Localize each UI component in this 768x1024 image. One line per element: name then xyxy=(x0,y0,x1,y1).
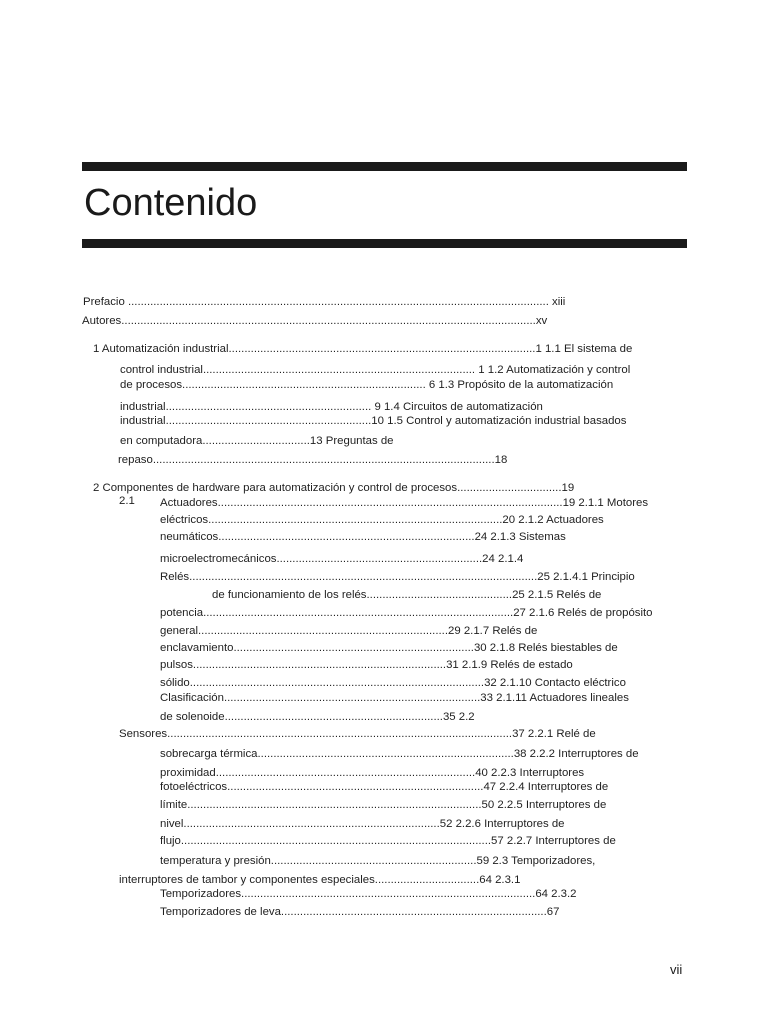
toc-entry: sobrecarga térmica.................................................................................38 2.2.2 Interruptores de xyxy=(160,748,639,760)
toc-entry: sólido.............................................................................................32 2.1.10 Contacto eléctrico xyxy=(160,677,626,689)
toc-entry: nivel.................................................................................52 2.2.6 Interruptores de xyxy=(160,818,565,830)
page-number: vii xyxy=(670,962,683,977)
toc-entry: 2 Componentes de hardware para automatización y control de procesos.................................19 xyxy=(93,482,575,494)
toc-entry: general...............................................................................29 2.1.7 Relés de xyxy=(160,625,538,637)
toc-entry: neumáticos.................................................................................24 2.1.3 Sistemas xyxy=(160,531,566,543)
toc-entry: Relés..............................................................................................................25 2.1.4.1 Principio xyxy=(160,571,635,583)
toc-entry: control industrial...................................................................................... 1 1.2 Automatización y control xyxy=(120,364,631,376)
toc-entry: Temporizadores de leva....................................................................................67 xyxy=(160,906,560,918)
toc-entry: 2.1 xyxy=(119,495,135,507)
toc-entry: industrial................................................................. 9 1.4 Circuitos de automatización xyxy=(120,401,543,413)
toc-entry: eléctricos.............................................................................................20 2.1.2 Actuadores xyxy=(160,514,604,526)
toc-entry: repaso............................................................................................................18 xyxy=(118,454,508,466)
toc-entry: de solenoide.....................................................................35 2.2 xyxy=(160,711,475,723)
toc-entry: de funcionamiento de los relés..............................................25 2.1.5 Relés de xyxy=(212,589,602,601)
toc-entry: enclavamiento............................................................................30 2.1.8 Relés biestables de xyxy=(160,642,618,654)
toc-entry: 1 Automatización industrial.................................................................................................1 1.1 El sistema de xyxy=(93,343,633,355)
toc-entry: microelectromecánicos.................................................................24 2.1.4 xyxy=(160,553,524,565)
toc-entry: límite.............................................................................................50 2.2.5 Interruptores de xyxy=(160,799,607,811)
page-title: Contenido xyxy=(84,182,258,224)
toc-entry: Clasificación.................................................................................33 2.1.11 Actuadores lineales xyxy=(160,692,629,704)
toc-entry: Actuadores.............................................................................................................19 2.1.1 Motores xyxy=(160,497,649,509)
toc-entry: industrial.................................................................10 1.5 Control y automatización industrial basados xyxy=(120,415,627,427)
toc-entry: interruptores de tambor y componentes especiales.................................64 2.3.1 xyxy=(119,874,521,886)
toc-entry: Temporizadores.............................................................................................64 2.3.2 xyxy=(160,888,577,900)
toc-entry: Autores...................................................................................................................................xv xyxy=(82,315,548,327)
toc-entry: en computadora..................................13 Preguntas de xyxy=(120,435,394,447)
toc-entry: Sensores.............................................................................................................37 2.2.1 Relé de xyxy=(119,728,596,740)
bottom-rule xyxy=(82,239,687,248)
toc-entry: de procesos............................................................................. 6 1.3 Propósito de la automatización xyxy=(120,379,614,391)
toc-entry: fotoeléctricos.................................................................................47 2.2.4 Interruptores de xyxy=(160,781,609,793)
top-rule xyxy=(82,162,687,171)
toc-entry: potencia..................................................................................................27 2.1.6 Relés de propósito xyxy=(160,607,653,619)
toc-entry: pulsos................................................................................31 2.1.9 Relés de estado xyxy=(160,659,573,671)
toc-entry: temperatura y presión.................................................................59 2.3 Temporizadores, xyxy=(160,855,596,867)
toc-entry: Prefacio ..................................................................................................................................... xiii xyxy=(83,296,566,308)
toc-entry: flujo..................................................................................................57 2.2.7 Interruptores de xyxy=(160,835,616,847)
toc-entry: proximidad..................................................................................40 2.2.3 Interruptores xyxy=(160,767,585,779)
